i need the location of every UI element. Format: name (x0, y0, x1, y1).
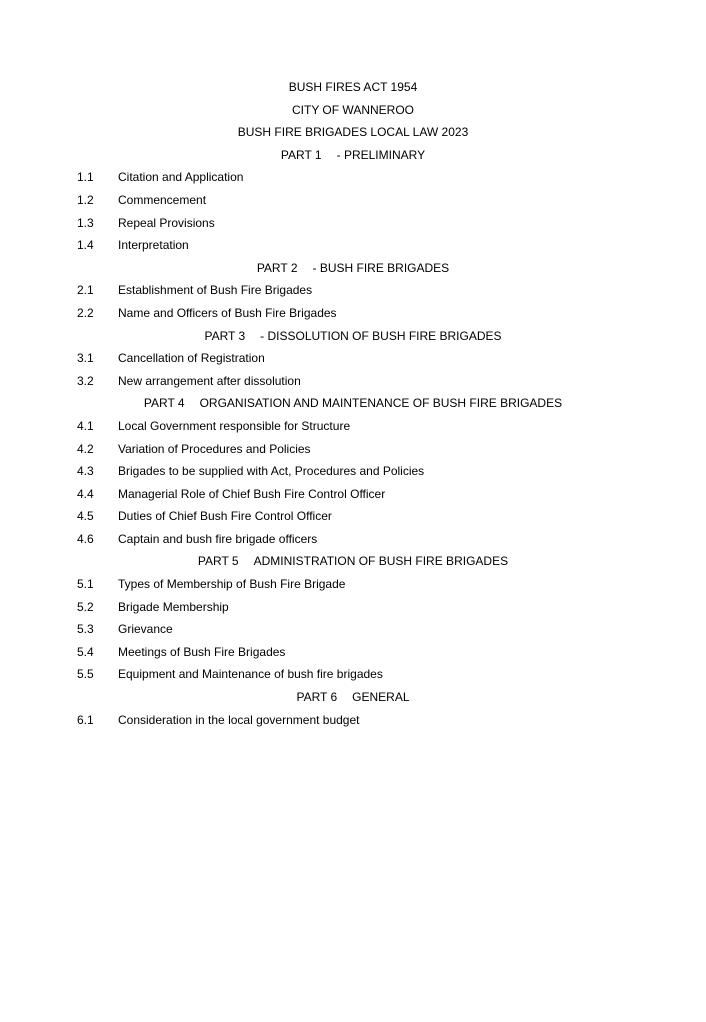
toc-item-title: Brigade Membership (118, 599, 229, 614)
toc-item (77, 483, 629, 506)
toc-item-title: Captain and bush fire brigade officers (118, 531, 318, 546)
toc-item (77, 212, 629, 235)
toc-item-title: Equipment and Maintenance of bush fire brigades (118, 667, 383, 682)
document-title-text: BUSH FIRE BRIGADES LOCAL LAW 2023 (237, 125, 469, 140)
toc-item-number: 4.4 (77, 486, 94, 501)
toc-item (77, 302, 629, 325)
toc-item-title: Consideration in the local government budget (118, 712, 360, 727)
toc-item-title: New arrangement after dissolution (118, 373, 301, 388)
document-title-line (77, 121, 629, 144)
toc-item-title: Repeal Provisions (118, 215, 215, 230)
document-title-text: BUSH FIRES ACT 1954 (288, 80, 418, 94)
toc-item-title: Duties of Chief Bush Fire Control Officer (118, 509, 332, 524)
part-heading-5 (77, 550, 629, 573)
toc-item-title: Grievance (118, 622, 173, 637)
part-label: PART 5 (197, 554, 239, 569)
toc-item-title: Cancellation of Registration (118, 351, 265, 366)
toc-item-number: 3.1 (77, 351, 94, 366)
toc-item (77, 641, 629, 664)
toc-item-number: 4.1 (77, 418, 94, 433)
toc-item-number: 1.1 (77, 170, 94, 185)
part-title: ORGANISATION AND MAINTENANCE OF BUSH FIRE BRIGADES (199, 396, 563, 411)
toc-item-number: 5.1 (77, 577, 94, 592)
toc-item-number: 2.1 (77, 283, 94, 298)
toc-item-title: Establishment of Bush Fire Brigades (118, 283, 313, 298)
toc-item-number: 5.5 (77, 667, 94, 682)
part-label: PART 1 (280, 147, 322, 162)
toc-item (77, 663, 629, 686)
toc-item-number: 3.2 (77, 373, 94, 388)
part-label: PART 4 (143, 396, 185, 411)
toc-item-number: 4.6 (77, 531, 94, 546)
document-title-line (77, 76, 629, 99)
toc-item (77, 460, 629, 483)
document-title-text: CITY OF WANNEROO (291, 102, 414, 117)
toc-item-title: Types of Membership of Bush Fire Brigade (118, 577, 346, 592)
toc-item (77, 709, 629, 732)
toc-item (77, 189, 629, 212)
part-label: PART 3 (204, 328, 246, 343)
toc-item-title: Variation of Procedures and Policies (118, 441, 311, 456)
toc-item (77, 438, 629, 461)
toc-item-number: 4.3 (77, 464, 94, 479)
toc-item-title: Name and Officers of Bush Fire Brigades (118, 305, 337, 320)
toc-item (77, 166, 629, 189)
part-heading-3 (77, 325, 629, 348)
toc-item (77, 505, 629, 528)
toc-item-number: 1.2 (77, 192, 94, 207)
toc-item-title: Citation and Application (118, 170, 244, 185)
part-title: - DISSOLUTION OF BUSH FIRE BRIGADES (260, 328, 502, 343)
part-heading-6 (77, 686, 629, 709)
part-title: - BUSH FIRE BRIGADES (312, 260, 450, 275)
toc-item-number: 5.2 (77, 599, 94, 614)
part-title: - PRELIMINARY (336, 147, 426, 162)
toc-item-title: Brigades to be supplied with Act, Procedures and Policies (118, 464, 425, 479)
toc-item-title: Interpretation (118, 238, 189, 253)
part-title: ADMINISTRATION OF BUSH FIRE BRIGADES (253, 554, 509, 569)
part-heading-1 (77, 144, 629, 167)
toc-item-title: Commencement (118, 192, 207, 207)
toc-item (77, 347, 629, 370)
toc-item-number: 4.5 (77, 509, 94, 524)
part-heading-2 (77, 257, 629, 280)
toc-item-number: 1.3 (77, 215, 94, 230)
toc-item-number: 1.4 (77, 238, 94, 253)
part-title: GENERAL (352, 690, 410, 705)
part-heading-4 (77, 392, 629, 415)
part-label: PART 2 (256, 260, 298, 275)
toc-item (77, 279, 629, 302)
toc-item (77, 573, 629, 596)
toc-item-title: Managerial Role of Chief Bush Fire Control Officer (118, 486, 386, 501)
toc-item-number: 5.3 (77, 622, 94, 637)
toc-item-title: Local Government responsible for Structure (118, 418, 351, 433)
toc-item (77, 596, 629, 619)
document-title-line (77, 99, 629, 122)
toc-item-number: 2.2 (77, 305, 94, 320)
toc-item-number: 5.4 (77, 644, 94, 659)
toc-item-title: Meetings of Bush Fire Brigades (118, 644, 286, 659)
toc-item (77, 234, 629, 257)
toc-item-number: 6.1 (77, 712, 94, 727)
toc-item (77, 415, 629, 438)
part-label: PART 6 (296, 690, 338, 705)
toc-item (77, 528, 629, 551)
toc-item (77, 618, 629, 641)
toc-item-number: 4.2 (77, 441, 94, 456)
toc-item (77, 370, 629, 393)
